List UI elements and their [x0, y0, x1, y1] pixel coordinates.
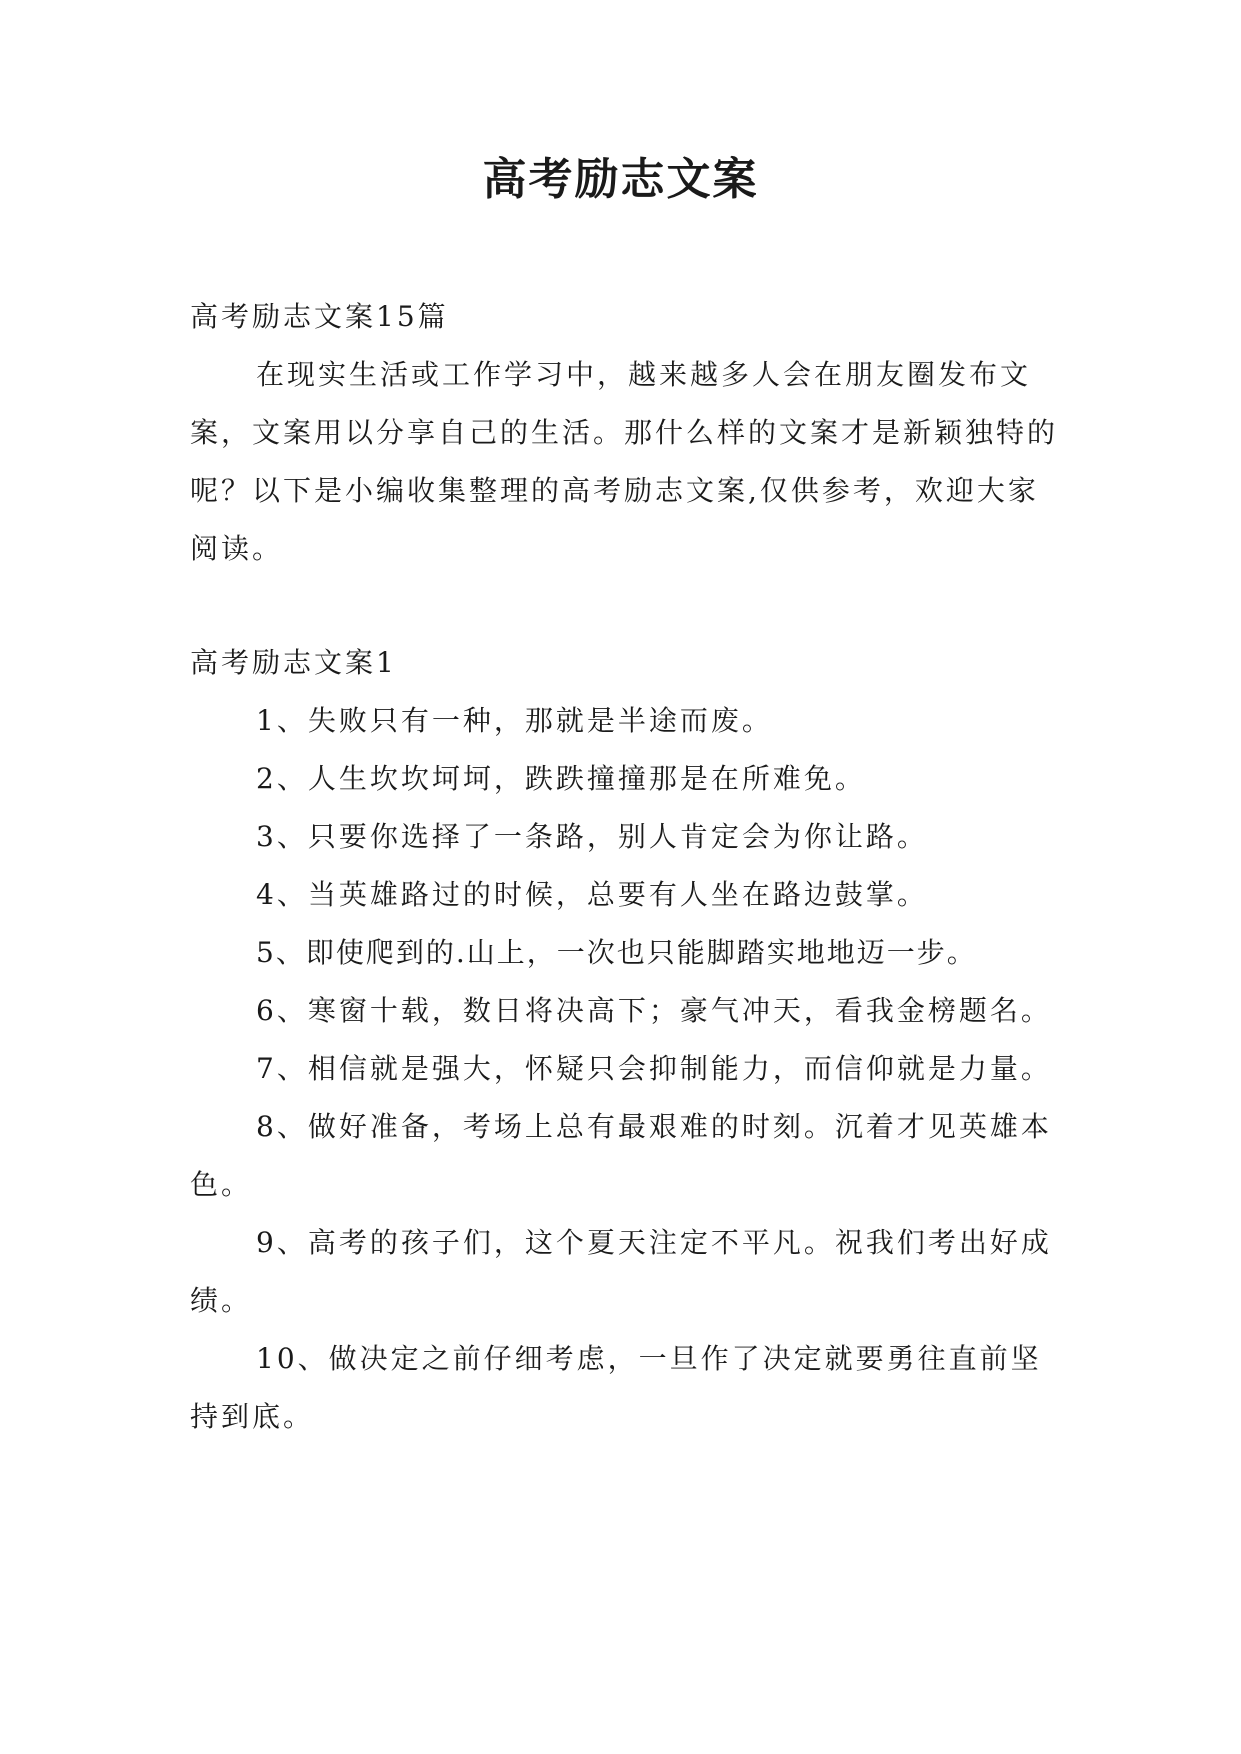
- list-item: 1、失败只有一种，那就是半途而废。: [256, 704, 773, 737]
- list-item: 5、即使爬到的.山上，一次也只能脚踏实地地迈一步。: [256, 936, 977, 969]
- collection-subtitle: 高考励志文案15篇: [190, 300, 449, 333]
- document-title: 高考励志文案: [482, 154, 759, 205]
- list-item: 10、做决定之前仔细考虑，一旦作了决定就要勇往直前坚持到底。: [190, 1342, 1042, 1433]
- list-item: 2、人生坎坎坷坷，跌跌撞撞那是在所难免。: [256, 762, 866, 795]
- section-heading: 高考励志文案1: [190, 646, 397, 679]
- list-item: 9、高考的孩子们，这个夏天注定不平凡。祝我们考出好成绩。: [190, 1226, 1052, 1317]
- list-item: 3、只要你选择了一条路，别人肯定会为你让路。: [256, 820, 928, 853]
- document-body: [190, 288, 1060, 1446]
- list-item: 8、做好准备，考场上总有最艰难的时刻。沉着才见英雄本色。: [190, 1110, 1052, 1201]
- intro-paragraph: 在现实生活或工作学习中，越来越多人会在朋友圈发布文案，文案用以分享自己的生活。那什么样的文案才是新颖独特的呢？以下是小编收集整理的高考励志文案,仅供参考，欢迎大家阅读。: [190, 358, 1059, 565]
- list-item: 4、当英雄路过的时候，总要有人坐在路边鼓掌。: [256, 878, 928, 911]
- list-item: 7、相信就是强大，怀疑只会抑制能力，而信仰就是力量。: [256, 1052, 1052, 1085]
- list-item: 6、寒窗十载，数日将决高下；豪气冲天，看我金榜题名。: [256, 994, 1052, 1027]
- section-spacer: [190, 578, 1060, 634]
